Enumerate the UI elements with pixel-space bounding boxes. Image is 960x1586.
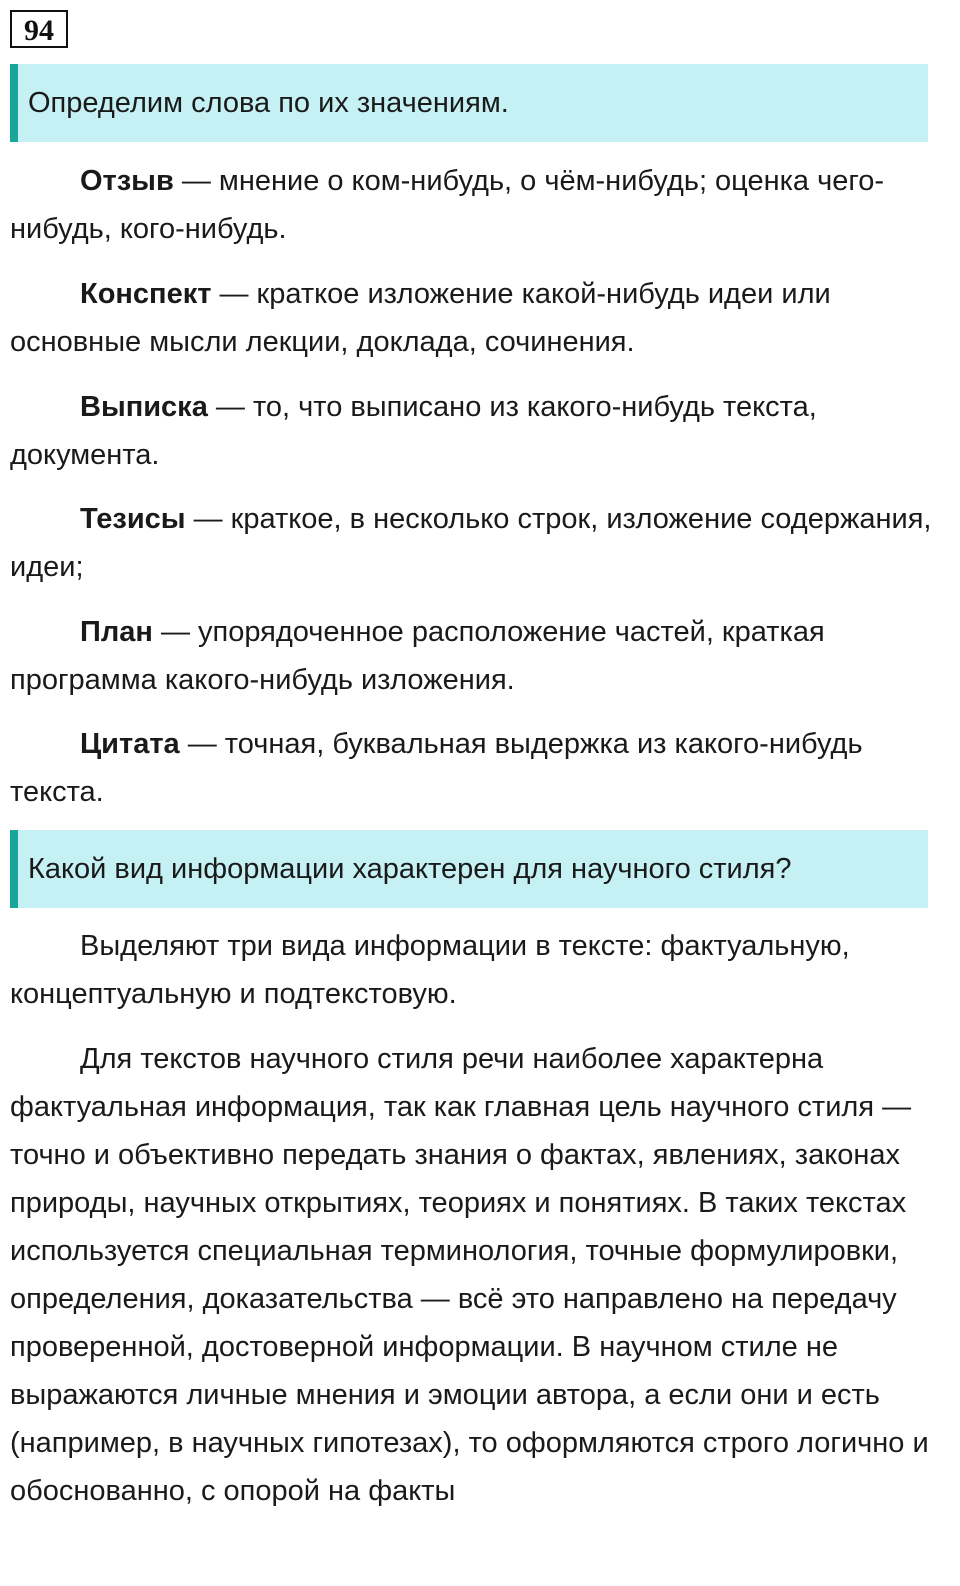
- task-number: 94: [10, 10, 68, 48]
- definition-text: — краткое, в несколько строк, изложение содержания, идеи;: [10, 503, 932, 583]
- definition-text: — то, что выписано из какого-нибудь текста, документа.: [10, 391, 817, 471]
- definition-item: [10, 270, 945, 366]
- definition-item: [10, 720, 945, 816]
- section-heading-definitions: Определим слова по их значениям.: [10, 64, 928, 142]
- definition-text: — упорядоченное расположение частей, краткая программа какого-нибудь изложения.: [10, 616, 825, 696]
- definition-term: Выписка: [80, 391, 208, 423]
- definition-text: — точная, буквальная выдержка из какого-нибудь текста.: [10, 728, 863, 808]
- answer-paragraph: Выделяют три вида информации в тексте: фактуальную, концептуальную и подтекстовую.: [10, 930, 850, 1010]
- definition-item: [10, 495, 945, 591]
- definition-term: Отзыв: [80, 165, 174, 197]
- definition-term: Тезисы: [80, 503, 186, 535]
- section-heading-question: Какой вид информации характерен для научного стиля?: [10, 830, 928, 908]
- definition-text: — мнение о ком-нибудь, о чём-нибудь; оценка чего-нибудь, кого-нибудь.: [10, 165, 885, 245]
- definition-item: [10, 608, 945, 704]
- answer-paragraph: Для текстов научного стиля речи наиболее характерна фактуальная информация, так как главная цель научного стиля — точно и объективно передать знания о фактах, явлениях, законах природы, научных открытиях, теориях и понятиях. В таких текстах используется специальная терминология, точные формулировки, определения, доказательства — всё это направлено на передачу проверенной, достоверной информации. В научном стиле не выражаются личные мнения и эмоции автора, а если они и есть (например, в научных гипотезах), то оформляются строго логично и обоснованно, с опорой на факты: [10, 1043, 929, 1507]
- definition-term: План: [80, 616, 153, 648]
- definition-term: Цитата: [80, 728, 180, 760]
- definition-text: — краткое изложение какой-нибудь идеи или основные мысли лекции, доклада, сочинения.: [10, 278, 831, 358]
- definition-item: [10, 383, 945, 479]
- definition-term: Конспект: [80, 278, 212, 310]
- definition-item: [10, 157, 945, 253]
